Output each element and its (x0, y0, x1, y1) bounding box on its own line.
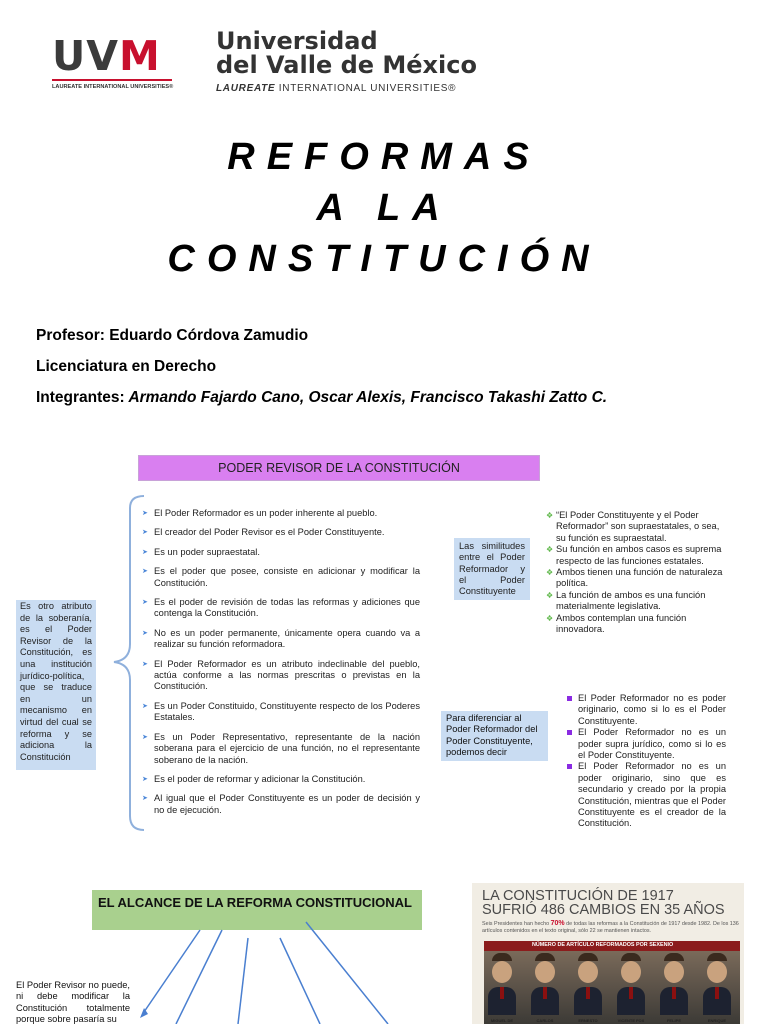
infographic-headline-1: LA CONSTITUCIÓN DE 1917 (482, 888, 674, 904)
laureate-rest: INTERNATIONAL UNIVERSITIES® (275, 83, 457, 94)
page-title (0, 132, 768, 285)
sub-b: de todas las reformas a la Constitución de 1917 desde 1982. De los 136 artículos contenidos en el texto original, sólo 22 se mantienen intactos. (482, 921, 739, 934)
integrantes-names: Armando Fajardo Cano, Oscar Alexis, Francisco Takashi Zatto C. (124, 389, 608, 406)
list-item: ➤ No es un poder permanente, únicamente opera cuando va a realizar su función reformadora. (142, 628, 420, 651)
poder-revisor-list (142, 508, 420, 816)
diferencias-box: Para diferenciar al Poder Reformador del Poder Constituyente, podemos decir (441, 711, 548, 761)
logo-tagline: LAUREATE INTERNATIONAL UNIVERSITIES® (52, 84, 174, 90)
sub-pct: 70% (550, 920, 565, 927)
president-portrait (660, 953, 688, 1023)
president-portrait (703, 953, 731, 1023)
list-item: ➤ Es un poder supraestatal. (142, 547, 420, 558)
university-line1: Universidad (216, 27, 378, 55)
infographic-subtext (482, 921, 744, 934)
list-item: ❖ “El Poder Constituyente y el Poder Reformador” son supraestatales, o sea, su función es supraestatal. (546, 510, 730, 544)
list-item: ➤ El Poder Reformador es un poder inherente al pueblo. (142, 508, 420, 519)
section-bar: PODER REVISOR DE LA CONSTITUCIÓN (138, 455, 540, 481)
list-item: ➤ Al igual que el Poder Constituyente es un poder de decisión y no de ejecución. (142, 793, 420, 816)
list-item: ➤ Es el poder de reformar y adicionar la Constitución. (142, 774, 420, 785)
president-label: CARLOS (536, 1018, 554, 1023)
title-line2: A LA (316, 187, 452, 229)
profesor-text: Profesor: Eduardo Córdova Zamudio (36, 327, 309, 344)
president-portrait (617, 953, 645, 1023)
similitudes-list (546, 510, 730, 635)
president-portrait (531, 953, 559, 1023)
list-item: ➤ Es un Poder Representativo, representante de la nación soberana para el ejercicio de una función, no el representante soberano de la nación. (142, 732, 420, 766)
president-label: ENRIQUE (707, 1018, 727, 1023)
integrantes-line (36, 388, 607, 407)
left-definition-box: Es otro atributo de la soberanía, es el Poder Revisor de la Constitución, es una institución jurídico-política, que se traduce en un mecanismo en virtud del cual se reforma y se adiciona la Constitución (16, 600, 96, 770)
laureate-bold: LAUREATE (216, 83, 276, 94)
alcance-title-box: EL ALCANCE DE LA REFORMA CONSTITUCIONAL (92, 890, 422, 930)
licenciatura-line (36, 357, 216, 376)
logo-letters: UV (52, 32, 120, 80)
infographic-band-label: NÚMERO DE ARTÍCULO REFORMADOS POR SEXENIO (532, 942, 674, 948)
integrantes-label: Integrantes: (36, 389, 125, 406)
list-item: ➤ Es el poder que posee, consiste en adicionar y modificar la Constitución. (142, 566, 420, 589)
university-name (216, 29, 477, 94)
list-item: ❖ Ambos contemplan una función innovadora. (546, 613, 730, 636)
list-item: ➤ Es el poder de revisión de todas las reformas y adiciones que contenga la Constitución. (142, 597, 420, 620)
laureate-line (216, 83, 477, 94)
diferencias-list (566, 693, 726, 830)
uvm-logo (52, 34, 174, 90)
list-item: El Poder Reformador no es un poder supra jurídico, como si lo es el Poder Constituyente. (566, 727, 726, 761)
president-portrait (574, 953, 602, 1023)
president-label: MIGUEL DE (490, 1018, 514, 1023)
list-item: El Poder Reformador no es un poder originario, sino que es secundario y creado por la propia Constitución, mientras que el Poder Constituyente es el creador de la Constitución. (566, 761, 726, 829)
sub-a: Seis Presidentes han hecho (482, 921, 551, 927)
president-label: FELIPE (666, 1018, 681, 1023)
list-item: ➤ El Poder Reformador es un atributo indeclinable del pueblo, actúa conforme a las normas prescritas o previstas en la Constitución. (142, 659, 420, 693)
list-item: ➤ Es un Poder Constituido, Constituyente respecto de los Poderes Estatales. (142, 701, 420, 724)
list-item: El Poder Reformador no es poder originario, como si lo es el Poder Constituyente. (566, 693, 726, 727)
president-label: ERNESTO (578, 1018, 598, 1023)
infographic-headline-2: SUFRIÓ 486 CAMBIOS EN 35 AÑOS (482, 902, 725, 918)
president-label: VICENTE FOX (617, 1018, 645, 1023)
logo-letter-m: M (119, 32, 161, 80)
president-portrait (488, 953, 516, 1023)
university-line2: del Valle de México (216, 51, 477, 79)
licenciatura-text: Licenciatura en Derecho (36, 358, 217, 375)
title-line1: REFORMAS (227, 136, 541, 178)
list-item: ❖ La función de ambos es una función materialmente legislativa. (546, 590, 730, 613)
list-item: ❖ Ambos tienen una función de naturaleza política. (546, 567, 730, 590)
presidents-photo-strip (484, 951, 740, 1024)
similitudes-box: Las similitudes entre el Poder Reformador y el Poder Constituyente (454, 538, 530, 600)
profesor-line (36, 326, 308, 345)
infographic-image (472, 883, 744, 1024)
title-line3: CONSTITUCIÓN (167, 238, 601, 280)
list-item: ➤ El creador del Poder Revisor es el Poder Constituyente. (142, 527, 420, 538)
bottom-text: El Poder Revisor no puede, ni debe modificar la Constitución totalmente porque sobre pasaría su (16, 980, 130, 1024)
list-item: ❖ Su función en ambos casos es suprema respecto de las funciones estatales. (546, 544, 730, 567)
